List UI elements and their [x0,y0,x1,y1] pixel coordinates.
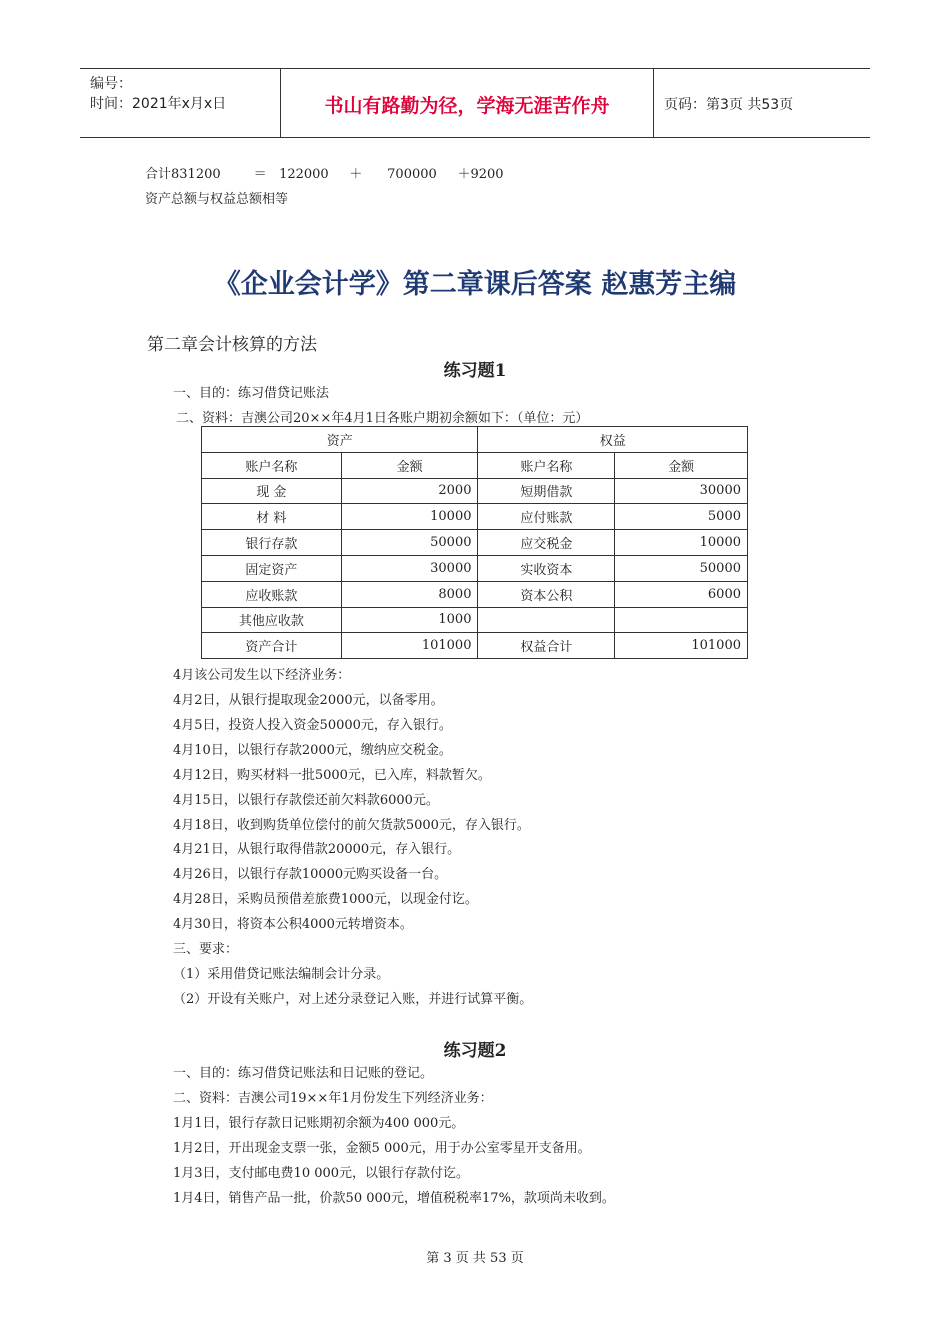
column-header: 账户名称 [478,452,615,478]
equity-account-cell: 实收资本 [478,555,615,581]
transactions-intro: 4月该公司发生以下经济业务： [173,668,351,683]
exercise2-title: 练习题2 [443,1041,507,1061]
asset-amount-cell: 2000 [341,478,478,504]
equity-account-cell [478,607,615,633]
page-header [80,68,870,138]
asset-account-cell: 固定资产 [202,555,342,581]
asset-account-cell: 现 金 [202,478,342,504]
transaction-item: 4月28日，采购员预借差旅费1000元，以现金付讫。 [173,892,478,907]
exercise2-item: 1月2日，开出现金支票一张，金额5 000元，用于办公室零星开支备用。 [173,1141,591,1156]
equity-amount-cell [615,607,748,633]
exercise1-material: 二、资料：吉澳公司20××年4月1日各账户期初余额如下：（单位：元） [176,411,589,426]
asset-amount-cell: 30000 [341,555,478,581]
asset-amount-cell: 50000 [341,530,478,556]
equal-line: 资产总额与权益总额相等 [145,192,289,207]
asset-account-cell: 应收账款 [202,581,342,607]
header-motto-cell [281,69,654,137]
table-row [202,607,748,633]
asset-account-cell: 材 料 [202,504,342,530]
transaction-item: 4月2日，从银行提取现金2000元，以备零用。 [173,693,444,708]
equity-amount-cell: 10000 [615,530,748,556]
exercise2-item: 1月1日，银行存款日记账期初余额为400 000元。 [173,1116,465,1131]
equity-amount-cell: 5000 [615,504,748,530]
equity-total-amount: 101000 [615,633,748,659]
page-footer: 第 3 页 共 53 页 [426,1251,524,1266]
asset-amount-cell: 10000 [341,504,478,530]
asset-total-amount: 101000 [341,633,478,659]
header-time-label: 时间：2021年x月x日 [90,96,227,112]
transaction-item: 4月30日，将资本公积4000元转增资本。 [173,917,413,932]
requirements-label: 三、要求： [173,942,239,957]
header-page-cell [654,69,870,137]
requirement-item: （1）采用借贷记账法编制会计分录。 [173,967,390,982]
table-row [202,504,748,530]
header-motto: 书山有路勤为径，学海无涯苦作舟 [324,95,610,117]
header-page-label: 页码：第3页 共53页 [664,97,794,113]
exercise2-item: 1月3日，支付邮电费10 000元，以银行存款付讫。 [173,1166,470,1181]
equity-account-cell: 短期借款 [478,478,615,504]
asset-account-cell: 银行存款 [202,530,342,556]
exercise2-purpose: 一、目的：练习借贷记账法和日记账的登记。 [173,1066,434,1081]
asset-account-cell: 其他应收款 [202,607,342,633]
asset-amount-cell: 1000 [341,607,478,633]
transaction-item: 4月21日，从银行取得借款20000元，存入银行。 [173,842,461,857]
asset-total-label: 资产合计 [202,633,342,659]
chapter-heading: 第二章会计核算的方法 [147,335,317,355]
equity-account-cell: 应交税金 [478,530,615,556]
table-row [202,581,748,607]
table-total-row [202,633,748,659]
header-number-label: 编号： [90,76,132,92]
transaction-item: 4月26日，以银行存款10000元购买设备一台。 [173,867,448,882]
opening-balance-table [201,426,748,659]
column-header: 金额 [341,452,478,478]
transaction-item: 4月15日，以银行存款偿还前欠料款6000元。 [173,793,439,808]
exercise2-item: 1月4日，销售产品一批，价款50 000元，增值税税率17%，款项尚未收到。 [173,1191,615,1206]
equity-account-cell: 应付账款 [478,504,615,530]
table-row [202,555,748,581]
table-row [202,478,748,504]
group-header-equity: 权益 [478,427,748,453]
table-column-header-row [202,452,748,478]
equity-total-label: 权益合计 [478,633,615,659]
transaction-item: 4月12日，购买材料一批5000元，已入库，料款暂欠。 [173,768,491,783]
column-header: 账户名称 [202,452,342,478]
transaction-item: 4月18日，收到购货单位偿付的前欠货款5000元，存入银行。 [173,818,530,833]
table-group-header-row [202,427,748,453]
group-header-assets: 资产 [202,427,478,453]
table-row [202,530,748,556]
column-header: 金额 [615,452,748,478]
asset-amount-cell: 8000 [341,581,478,607]
equity-amount-cell: 50000 [615,555,748,581]
exercise1-purpose: 一、目的：练习借贷记账法 [173,386,330,401]
document-title: 《企业会计学》第二章课后答案 赵惠芳主编 [213,269,737,300]
total-line: 合计831200 ＝ 122000 ＋ 700000 ＋9200 [145,167,504,182]
header-info-cell [80,69,281,137]
equity-account-cell: 资本公积 [478,581,615,607]
transaction-item: 4月5日，投资人投入资金50000元，存入银行。 [173,718,452,733]
exercise1-title: 练习题1 [443,361,507,381]
transaction-item: 4月10日，以银行存款2000元，缴纳应交税金。 [173,743,452,758]
equity-amount-cell: 30000 [615,478,748,504]
requirement-item: （2）开设有关账户，对上述分录登记入账，并进行试算平衡。 [173,992,533,1007]
equity-amount-cell: 6000 [615,581,748,607]
exercise2-material: 二、资料：吉澳公司19××年1月份发生下列经济业务： [173,1091,493,1106]
